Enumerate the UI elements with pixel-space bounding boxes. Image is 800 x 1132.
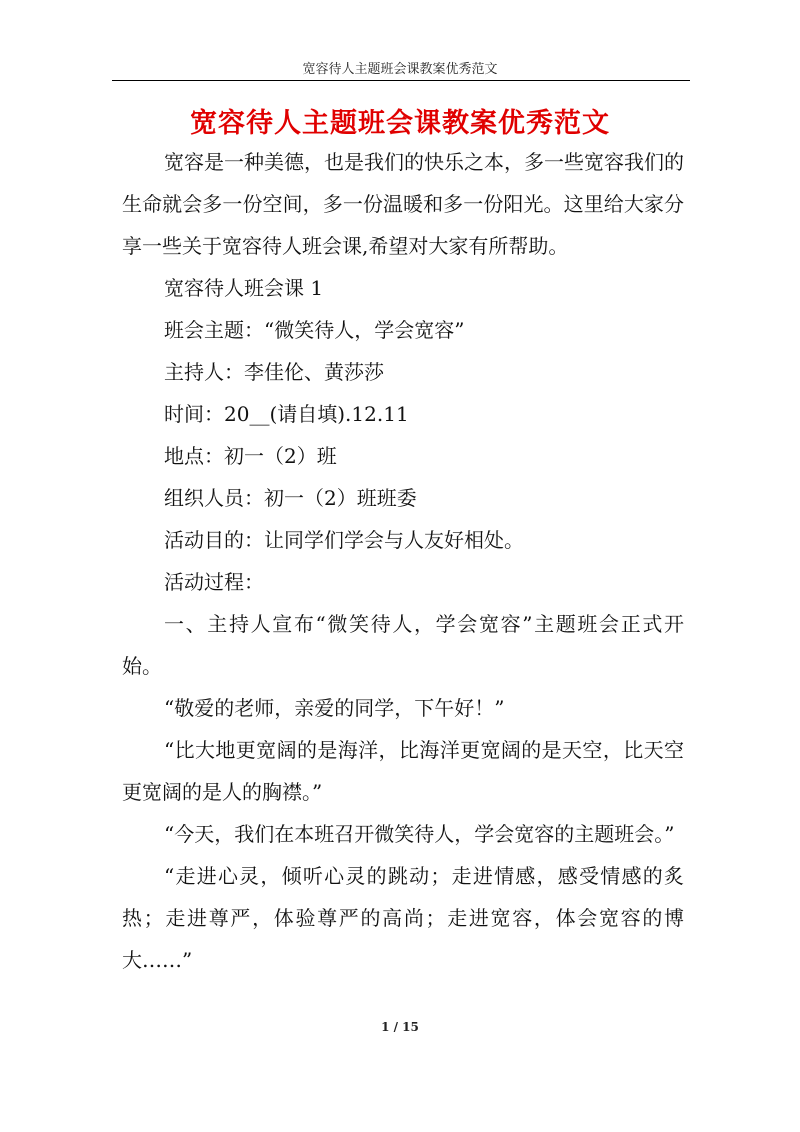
section-heading: 宽容待人班会课 1 <box>164 276 324 300</box>
document-title: 宽容待人主题班会课教案优秀范文 <box>190 108 610 139</box>
meeting-location: 地点：初一（2）班 <box>164 444 337 468</box>
meeting-time: 时间：20__(请自填).12.11 <box>164 402 409 426</box>
quote-greeting: “敬爱的老师，亲爱的同学，下午好！” <box>164 696 505 720</box>
activity-purpose: 活动目的：让同学们学会与人友好相处。 <box>164 528 524 552</box>
page-number: 1 / 15 <box>381 1020 419 1034</box>
intro-paragraph: 宽容是一种美德，也是我们的快乐之本，多一些宽容我们的生命就会多一份空间，多一份温暖和多一份阳光。这里给大家分享一些关于宽容待人班会课,希望对大家有所帮助。 <box>122 150 684 258</box>
header-divider <box>112 80 690 81</box>
document-body <box>122 141 684 981</box>
quote-broad-mind: “比大地更宽阔的是海洋，比海洋更宽阔的是天空，比天空更宽阔的是人的胸襟。” <box>122 738 684 804</box>
quote-enter-heart: “走进心灵，倾听心灵的跳动；走进情感，感受情感的炙热；走进尊严，体验尊严的高尚；走进宽容，体会宽容的博大……” <box>122 864 684 972</box>
organizers: 组织人员：初一（2）班班委 <box>164 486 417 510</box>
meeting-theme: 班会主题：“微笑待人，学会宽容” <box>164 318 465 342</box>
quote-today: “今天，我们在本班召开微笑待人，学会宽容的主题班会。” <box>164 822 675 846</box>
running-header: 宽容待人主题班会课教案优秀范文 <box>302 62 498 77</box>
activity-process-label: 活动过程： <box>164 570 264 594</box>
hosts: 主持人：李佳伦、黄莎莎 <box>164 360 384 384</box>
step-one: 一、主持人宣布“微笑待人，学会宽容”主题班会正式开始。 <box>122 612 684 678</box>
